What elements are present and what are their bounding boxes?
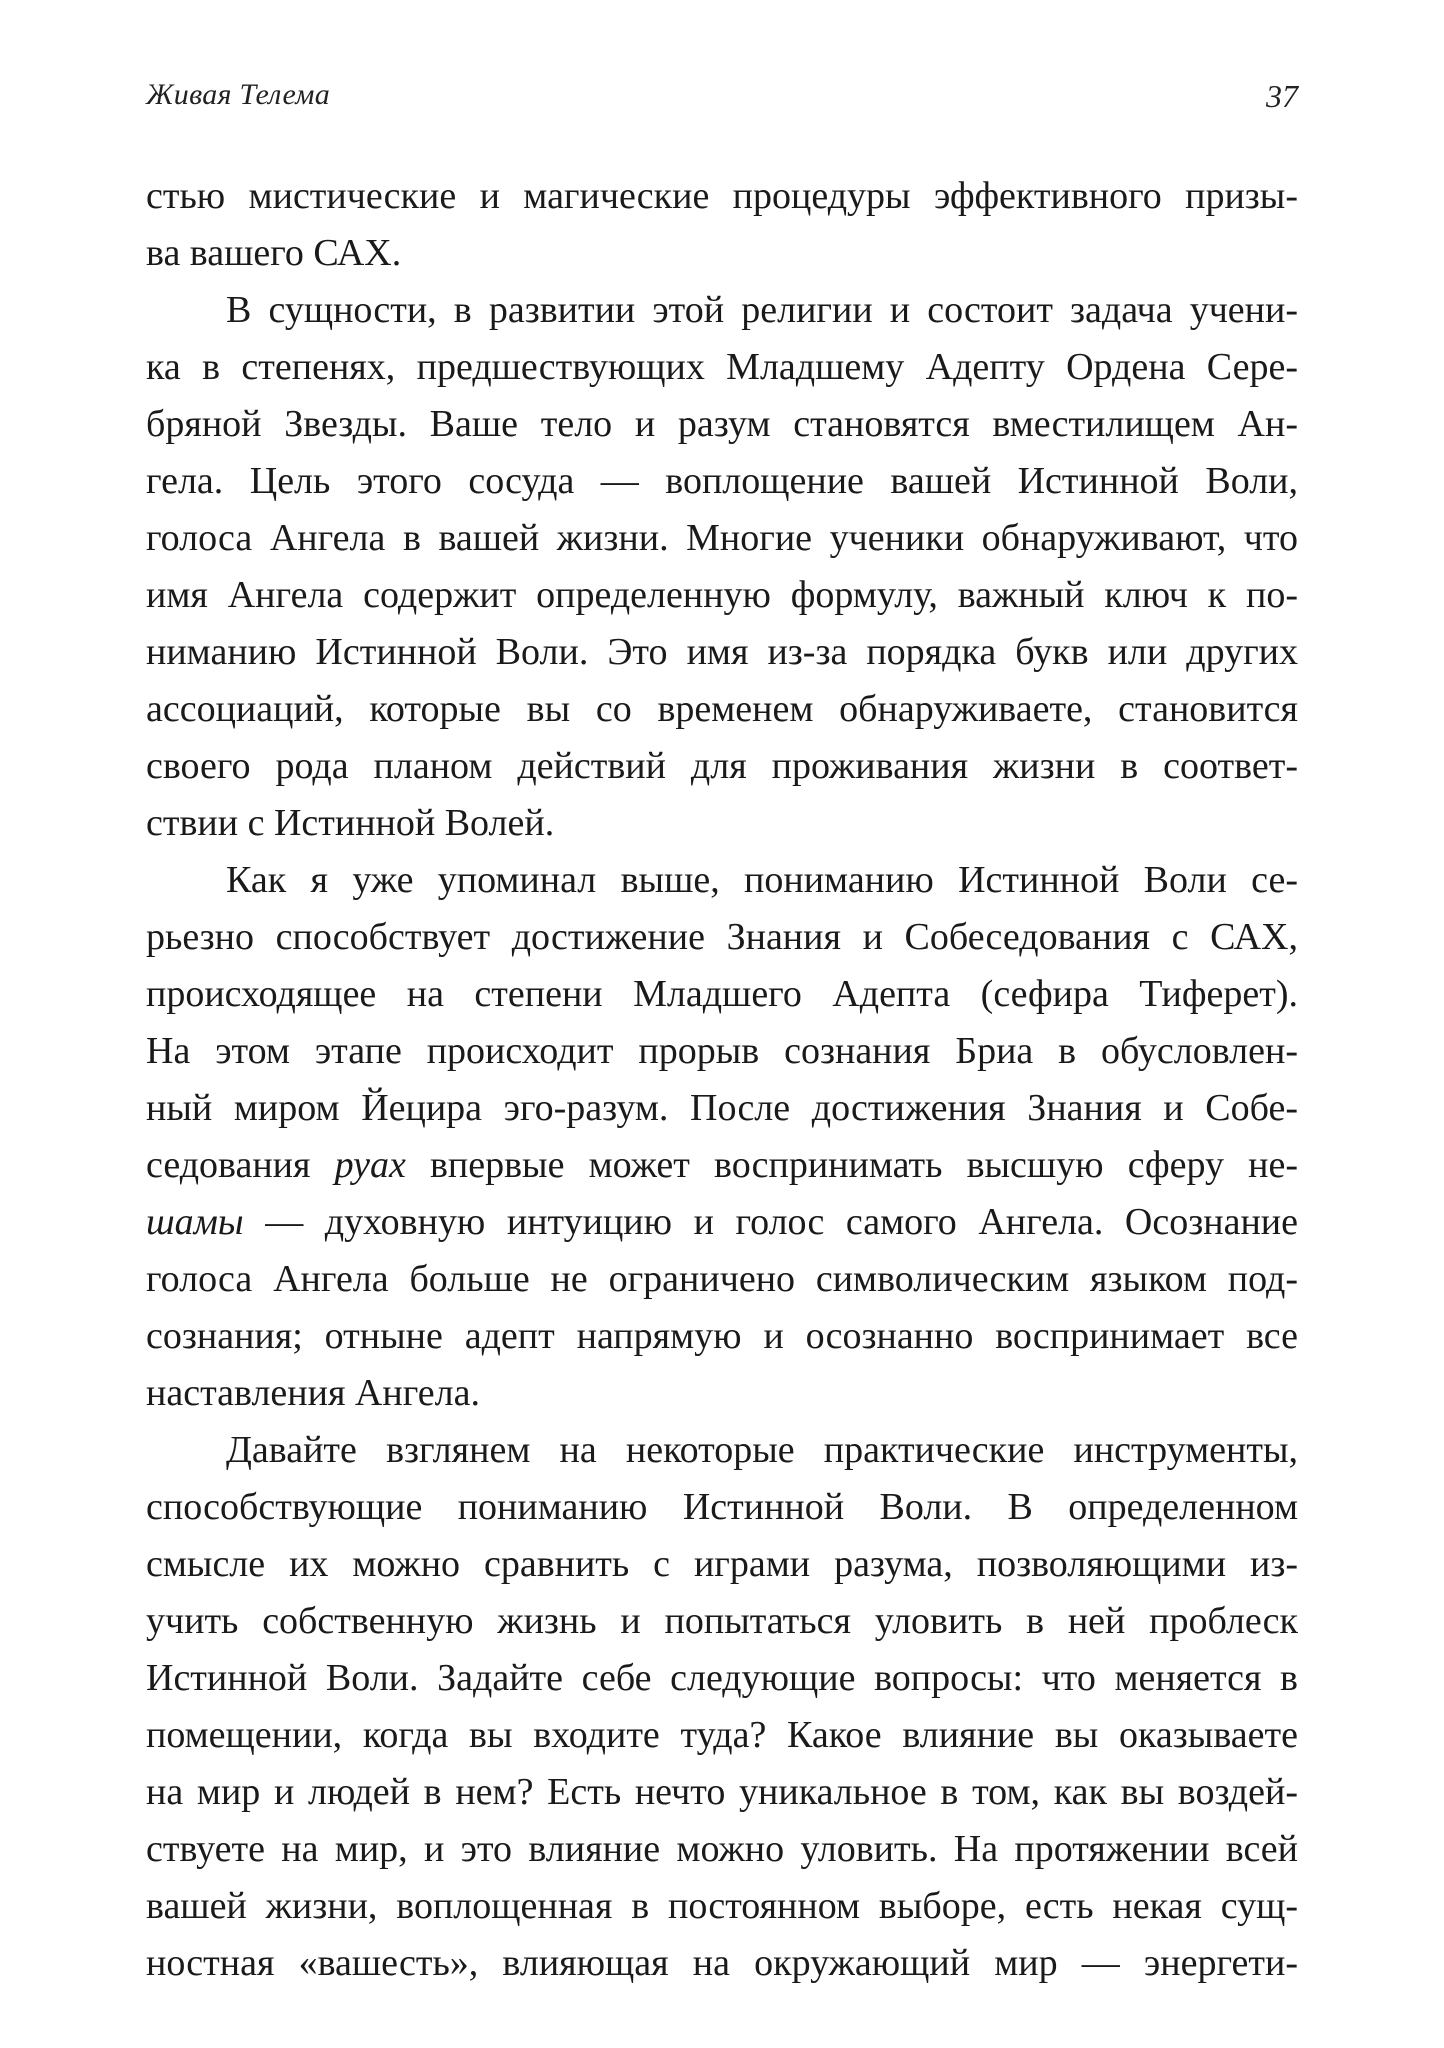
text-line: помещении, когда вы входите туда? Какое влияние вы оказываете (146, 1714, 1298, 1756)
text-line: Как я уже упоминал выше, пониманию Истинной Воли се- (226, 859, 1298, 901)
text-line: сознания; отныне адепт напрямую и осознанно воспринимает все (146, 1315, 1298, 1357)
text-line: ва вашего САХ. (146, 232, 402, 274)
text-line: ниманию Истинной Воли. Это имя из-за порядка букв или других (146, 631, 1298, 673)
body-text (146, 168, 1298, 1992)
text-line: Давайте взглянем на некоторые практические инструменты, (226, 1429, 1298, 1471)
text-line: седования руах впервые может воспринимать высшую сферу не- (146, 1144, 1298, 1186)
text-line: ностная «вашесть», влияющая на окружающий мир — энергети- (146, 1942, 1298, 1984)
text-line: гела. Цель этого сосуда — воплощение вашей Истинной Воли, (146, 460, 1298, 502)
text-line: ассоциаций, которые вы со временем обнаруживаете, становится (146, 688, 1298, 730)
text-line: голоса Ангела больше не ограничено символическим языком под- (146, 1258, 1298, 1300)
text-line: В сущности, в развитии этой религии и состоит задача учени- (226, 289, 1298, 331)
text-line: ствуете на мир, и это влияние можно уловить. На протяжении всей (146, 1828, 1298, 1870)
text-line: стью мистические и магические процедуры эффективного призы- (146, 175, 1298, 217)
text-line: голоса Ангела в вашей жизни. Многие ученики обнаруживают, что (146, 517, 1298, 559)
text-line: ствии с Истинной Волей. (146, 802, 555, 844)
text-line: На этом этапе происходит прорыв сознания Бриа в обусловлен- (146, 1030, 1298, 1072)
page-number: 37 (1266, 78, 1298, 114)
text-line: учить собственную жизнь и попытаться уловить в ней проблеск (146, 1600, 1298, 1642)
text-line: способствующие пониманию Истинной Воли. В определенном (146, 1486, 1298, 1528)
text-line: имя Ангела содержит определенную формулу, важный ключ к по- (146, 574, 1298, 616)
text-line: шамы — духовную интуицию и голос самого Ангела. Осознание (146, 1201, 1298, 1243)
text-line: своего рода планом действий для проживания жизни в соответ- (146, 745, 1298, 787)
text-line: на мир и людей в нем? Есть нечто уникальное в том, как вы воздей- (146, 1771, 1298, 1813)
text-line: Истинной Воли. Задайте себе следующие вопросы: что меняется в (146, 1657, 1298, 1699)
text-line: бряной Звезды. Ваше тело и разум становятся вместилищем Ан- (146, 403, 1298, 445)
text-line: рьезно способствует достижение Знания и Собеседования с САХ, (146, 916, 1298, 958)
running-head-title: Живая Телема (146, 78, 331, 111)
text-line: ный миром Йецира эго-разум. После достижения Знания и Собе- (146, 1087, 1298, 1129)
text-line: ка в степенях, предшествующих Младшему Адепту Ордена Сере- (146, 346, 1298, 388)
text-line: смысле их можно сравнить с играми разума, позволяющими из- (146, 1543, 1298, 1585)
text-line: вашей жизни, воплощенная в постоянном выборе, есть некая сущ- (146, 1885, 1298, 1927)
text-line: происходящее на степени Младшего Адепта (сефира Тиферет). (146, 973, 1298, 1015)
text-line: наставления Ангела. (146, 1372, 480, 1414)
